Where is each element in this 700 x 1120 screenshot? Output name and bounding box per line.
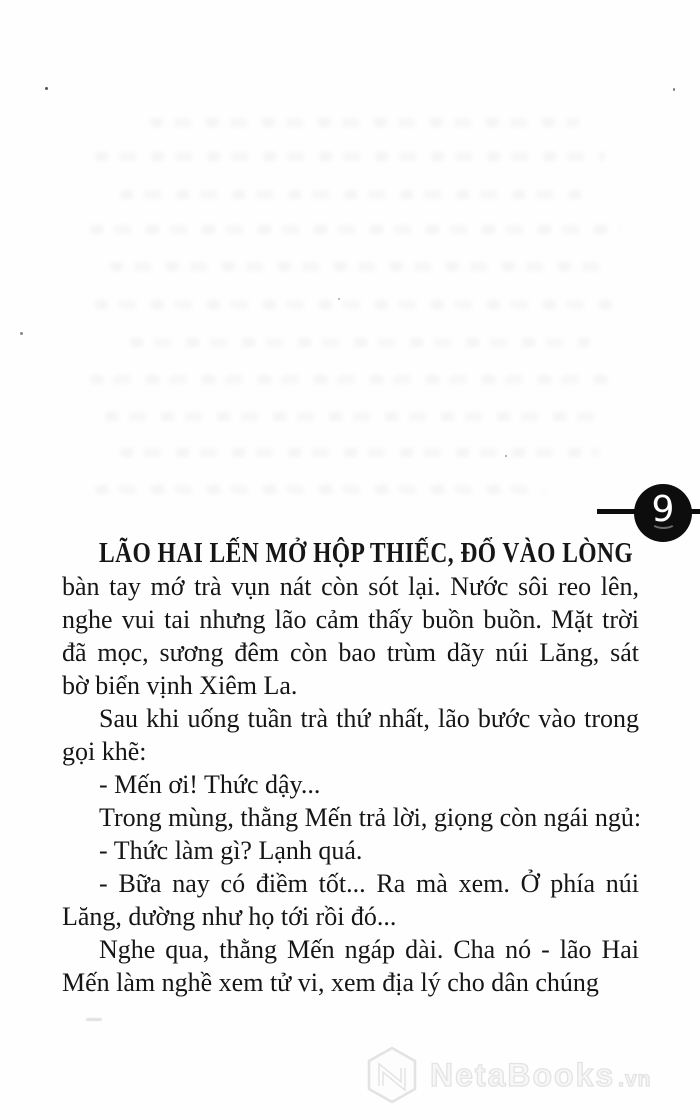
page-number-circle xyxy=(634,484,692,542)
text-line: Mến làm nghề xem tử vi, xem địa lý cho dân chúng xyxy=(62,968,599,997)
text-line: - Mến ơi! Thức dậy... xyxy=(99,770,321,799)
text-line: - Bữa nay có điềm tốt... Ra mà xem. Ở phía núi xyxy=(99,869,639,898)
text-line: nghe vui tai nhưng lão cảm thấy buồn buồn. Mặt trời xyxy=(62,605,639,634)
text-line: Trong mùng, thằng Mến trả lời, giọng còn ngái ngủ: xyxy=(99,803,642,832)
circle-scan-artifact xyxy=(651,516,676,529)
text-line: bàn tay mớ trà vụn nát còn sót lại. Nước sôi reo lên, xyxy=(62,572,639,601)
page-number: 9 xyxy=(651,488,675,530)
watermark xyxy=(366,1046,652,1104)
text-line: gọi khẽ: xyxy=(62,737,147,766)
text-line: Lăng, dường như họ tới rồi đó... xyxy=(62,902,397,931)
chapter-opening-line: LÃO HAI LẾN MỞ HỘP THIẾC, ĐỔ VÀO LÒNG xyxy=(99,538,634,569)
page-text xyxy=(62,537,642,999)
text-line: - Thức làm gì? Lạnh quá. xyxy=(99,836,363,865)
text-line: bờ biển vịnh Xiêm La. xyxy=(62,671,298,700)
text-line: Nghe qua, thằng Mến ngáp dài. Cha nó - lão Hai xyxy=(99,935,639,964)
text-line: đã mọc, sương đêm còn bao trùm dãy núi Lăng, sát xyxy=(62,638,639,667)
watermark-tld: .vn xyxy=(618,1067,652,1091)
netabooks-hexagon-n-logo-icon xyxy=(366,1046,418,1104)
text-line: Sau khi uống tuần trà thứ nhất, lão bước vào trong xyxy=(99,704,639,733)
watermark-brand: NetaBooks xyxy=(430,1056,616,1093)
